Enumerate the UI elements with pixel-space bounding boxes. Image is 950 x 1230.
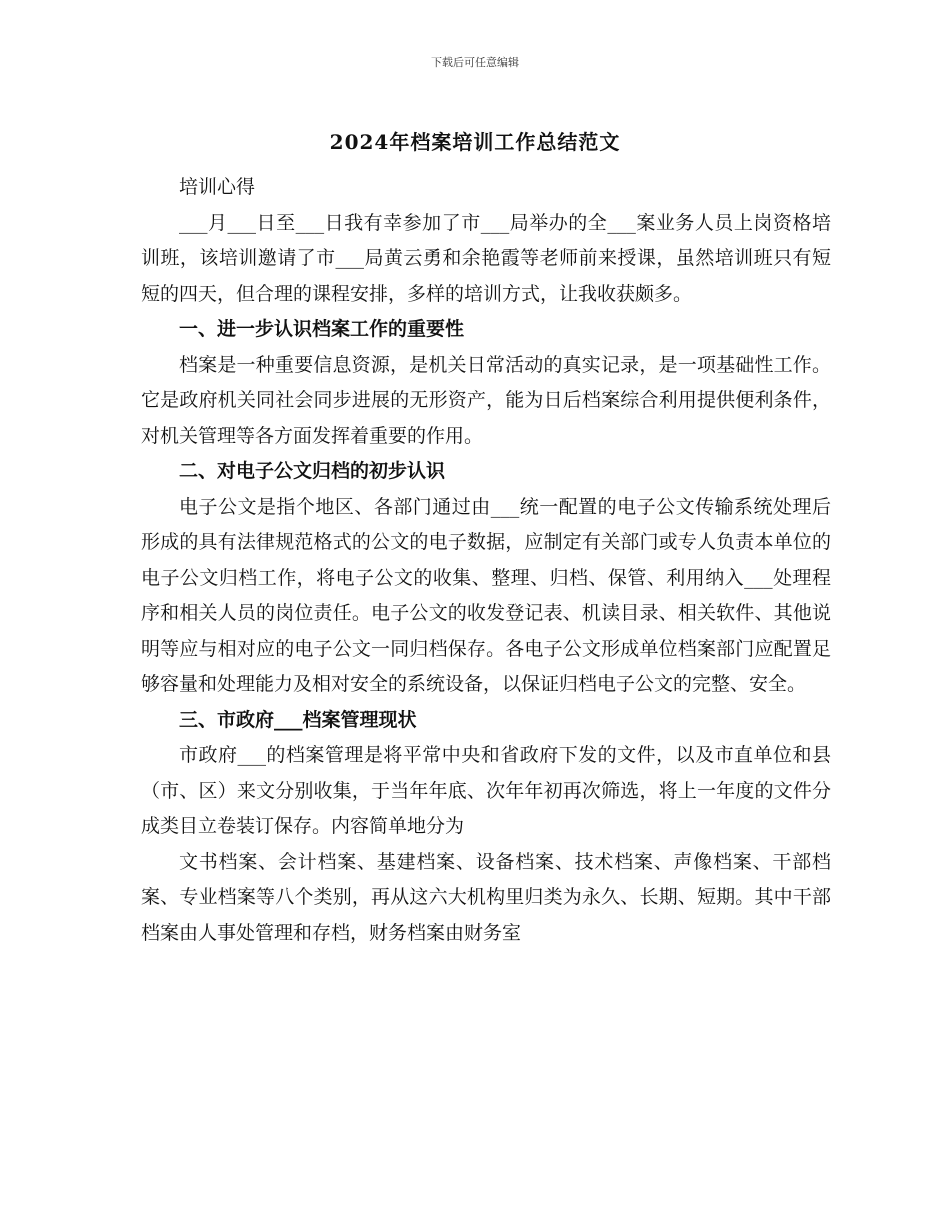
section-3-text-1: 市政府___的档案管理是将平常中央和省政府下发的文件，以及市直单位和县（市、区）来文分别收集，于当年年底、次年年初再次筛选，将上一年度的文件分成类目立卷装订保存。内容简单地分为	[141, 744, 831, 837]
paragraph-intro: ___月___日至___日我有幸参加了市___局举办的全___案业务人员上岗资格培训班，该培训邀请了市___局黄云勇和余艳霞等老师前来授课，虽然培训班只有短短的四天，但合理的课程安排，多样的培训方式，让我收获颇多。	[141, 211, 831, 305]
section-3-text-2: 文书档案、会计档案、基建档案、设备档案、技术档案、声像档案、干部档案、专业档案等八个类别，再从这六大机构里归类为永久、长期、短期。其中干部档案由人事处管理和存档，财务档案由财务室	[141, 850, 831, 944]
intro-heading: 培训心得	[179, 176, 256, 198]
document-title: 2024年档案培训工作总结范文	[329, 130, 621, 154]
section-2-text: 电子公文是指个地区、各部门通过由___统一配置的电子公文传输系统处理后形成的具有法律规范格式的公文的电子数据，应制定有关部门或专人负责本单位的电子公文归档工作，将电子公文的收集、整理、归档、保管、利用纳入___处理程序和相关人员的岗位责任。电子公文的收发登记表、机读目录、相关软件、其他说明等应与相对应的电子公文一同归档保存。各电子公文形成单位档案部门应配置足够容量和处理能力及相对安全的系统设备，以保证归档电子公文的完整、安全。	[141, 495, 831, 695]
section-2-heading: 二、对电子公文归档的初步认识	[179, 460, 446, 482]
section-1-text: 档案是一种重要信息资源，是机关日常活动的真实记录，是一项基础性工作。它是政府机关同社会同步进展的无形资产，能为日后档案综合利用提供便利条件，对机关管理等各方面发挥着重要的作用。	[141, 353, 831, 447]
document-body	[141, 170, 831, 951]
section-3-heading: 三、市政府___档案管理现状	[179, 708, 417, 731]
header-note: 下载后可任意编辑	[431, 56, 519, 69]
section-1-heading: 一、进一步认识档案工作的重要性	[179, 318, 465, 340]
